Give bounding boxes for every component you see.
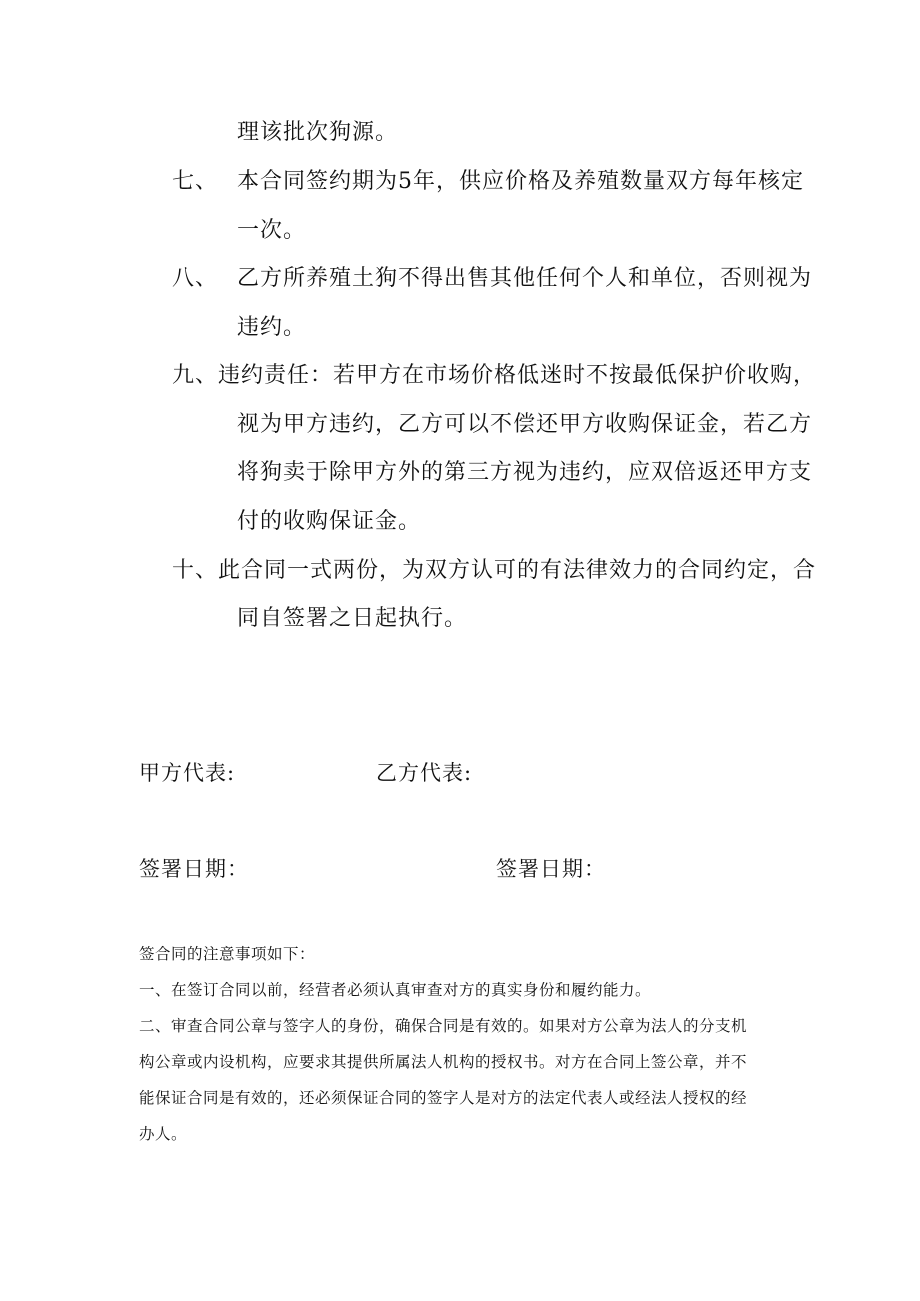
clause-9-line-1: 九、违约责任：若甲方在市场价格低迷时不按最低保护价收购， [172,363,817,388]
notes-item-1: 一、在签订合同以前，经营者必须认真审查对方的真实身份和履约能力。 [139,981,652,999]
clause-7-line-1: 本合同签约期为5年，供应价格及养殖数量双方每年核定 [237,169,804,194]
clause-10-line-2: 同自签署之日起执行。 [237,606,468,631]
clause-9-line-4: 付的收购保证金。 [237,509,422,534]
notes-item-2-line-4: 办人。 [139,1125,188,1143]
clause-7-line-2: 一次。 [237,218,307,243]
party-b-signing-date-label: 签署日期： [496,857,606,881]
party-a-representative-label: 甲方代表: [139,761,236,785]
notes-item-2-line-3: 能保证合同是有效的，还必须保证合同的签字人是对方的法定代表人或经法人授权的经 [139,1089,748,1107]
clause-7-number: 七、 [172,169,219,194]
party-a-signing-date-label: 签署日期： [139,857,249,881]
clause-10-line-1: 十、此合同一式两份，为双方认可的有法律效力的合同约定，合 [172,558,817,583]
notes-item-2-line-1: 二、审查合同公章与签字人的身份，确保合同是有效的。如果对方公章为法人的分支机 [139,1017,748,1035]
clause-9-line-2: 视为甲方违约，乙方可以不偿还甲方收购保证金，若乙方 [237,412,813,437]
clause-8-line-2: 违约。 [237,315,307,340]
notes-heading: 签合同的注意事项如下： [139,945,316,963]
clause-8-line-1: 乙方所养殖土狗不得出售其他任何个人和单位，否则视为 [237,266,813,291]
clause-9-line-3: 将狗卖于除甲方外的第三方视为违约，应双倍返还甲方支 [237,460,813,485]
notes-item-2-line-2: 构公章或内设机构，应要求其提供所属法人机构的授权书。对方在合同上签公章，并不 [139,1053,748,1071]
clause-8-number: 八、 [172,266,219,291]
party-b-representative-label: 乙方代表: [376,761,473,785]
clause-6-continuation: 理该批次狗源。 [237,120,399,145]
